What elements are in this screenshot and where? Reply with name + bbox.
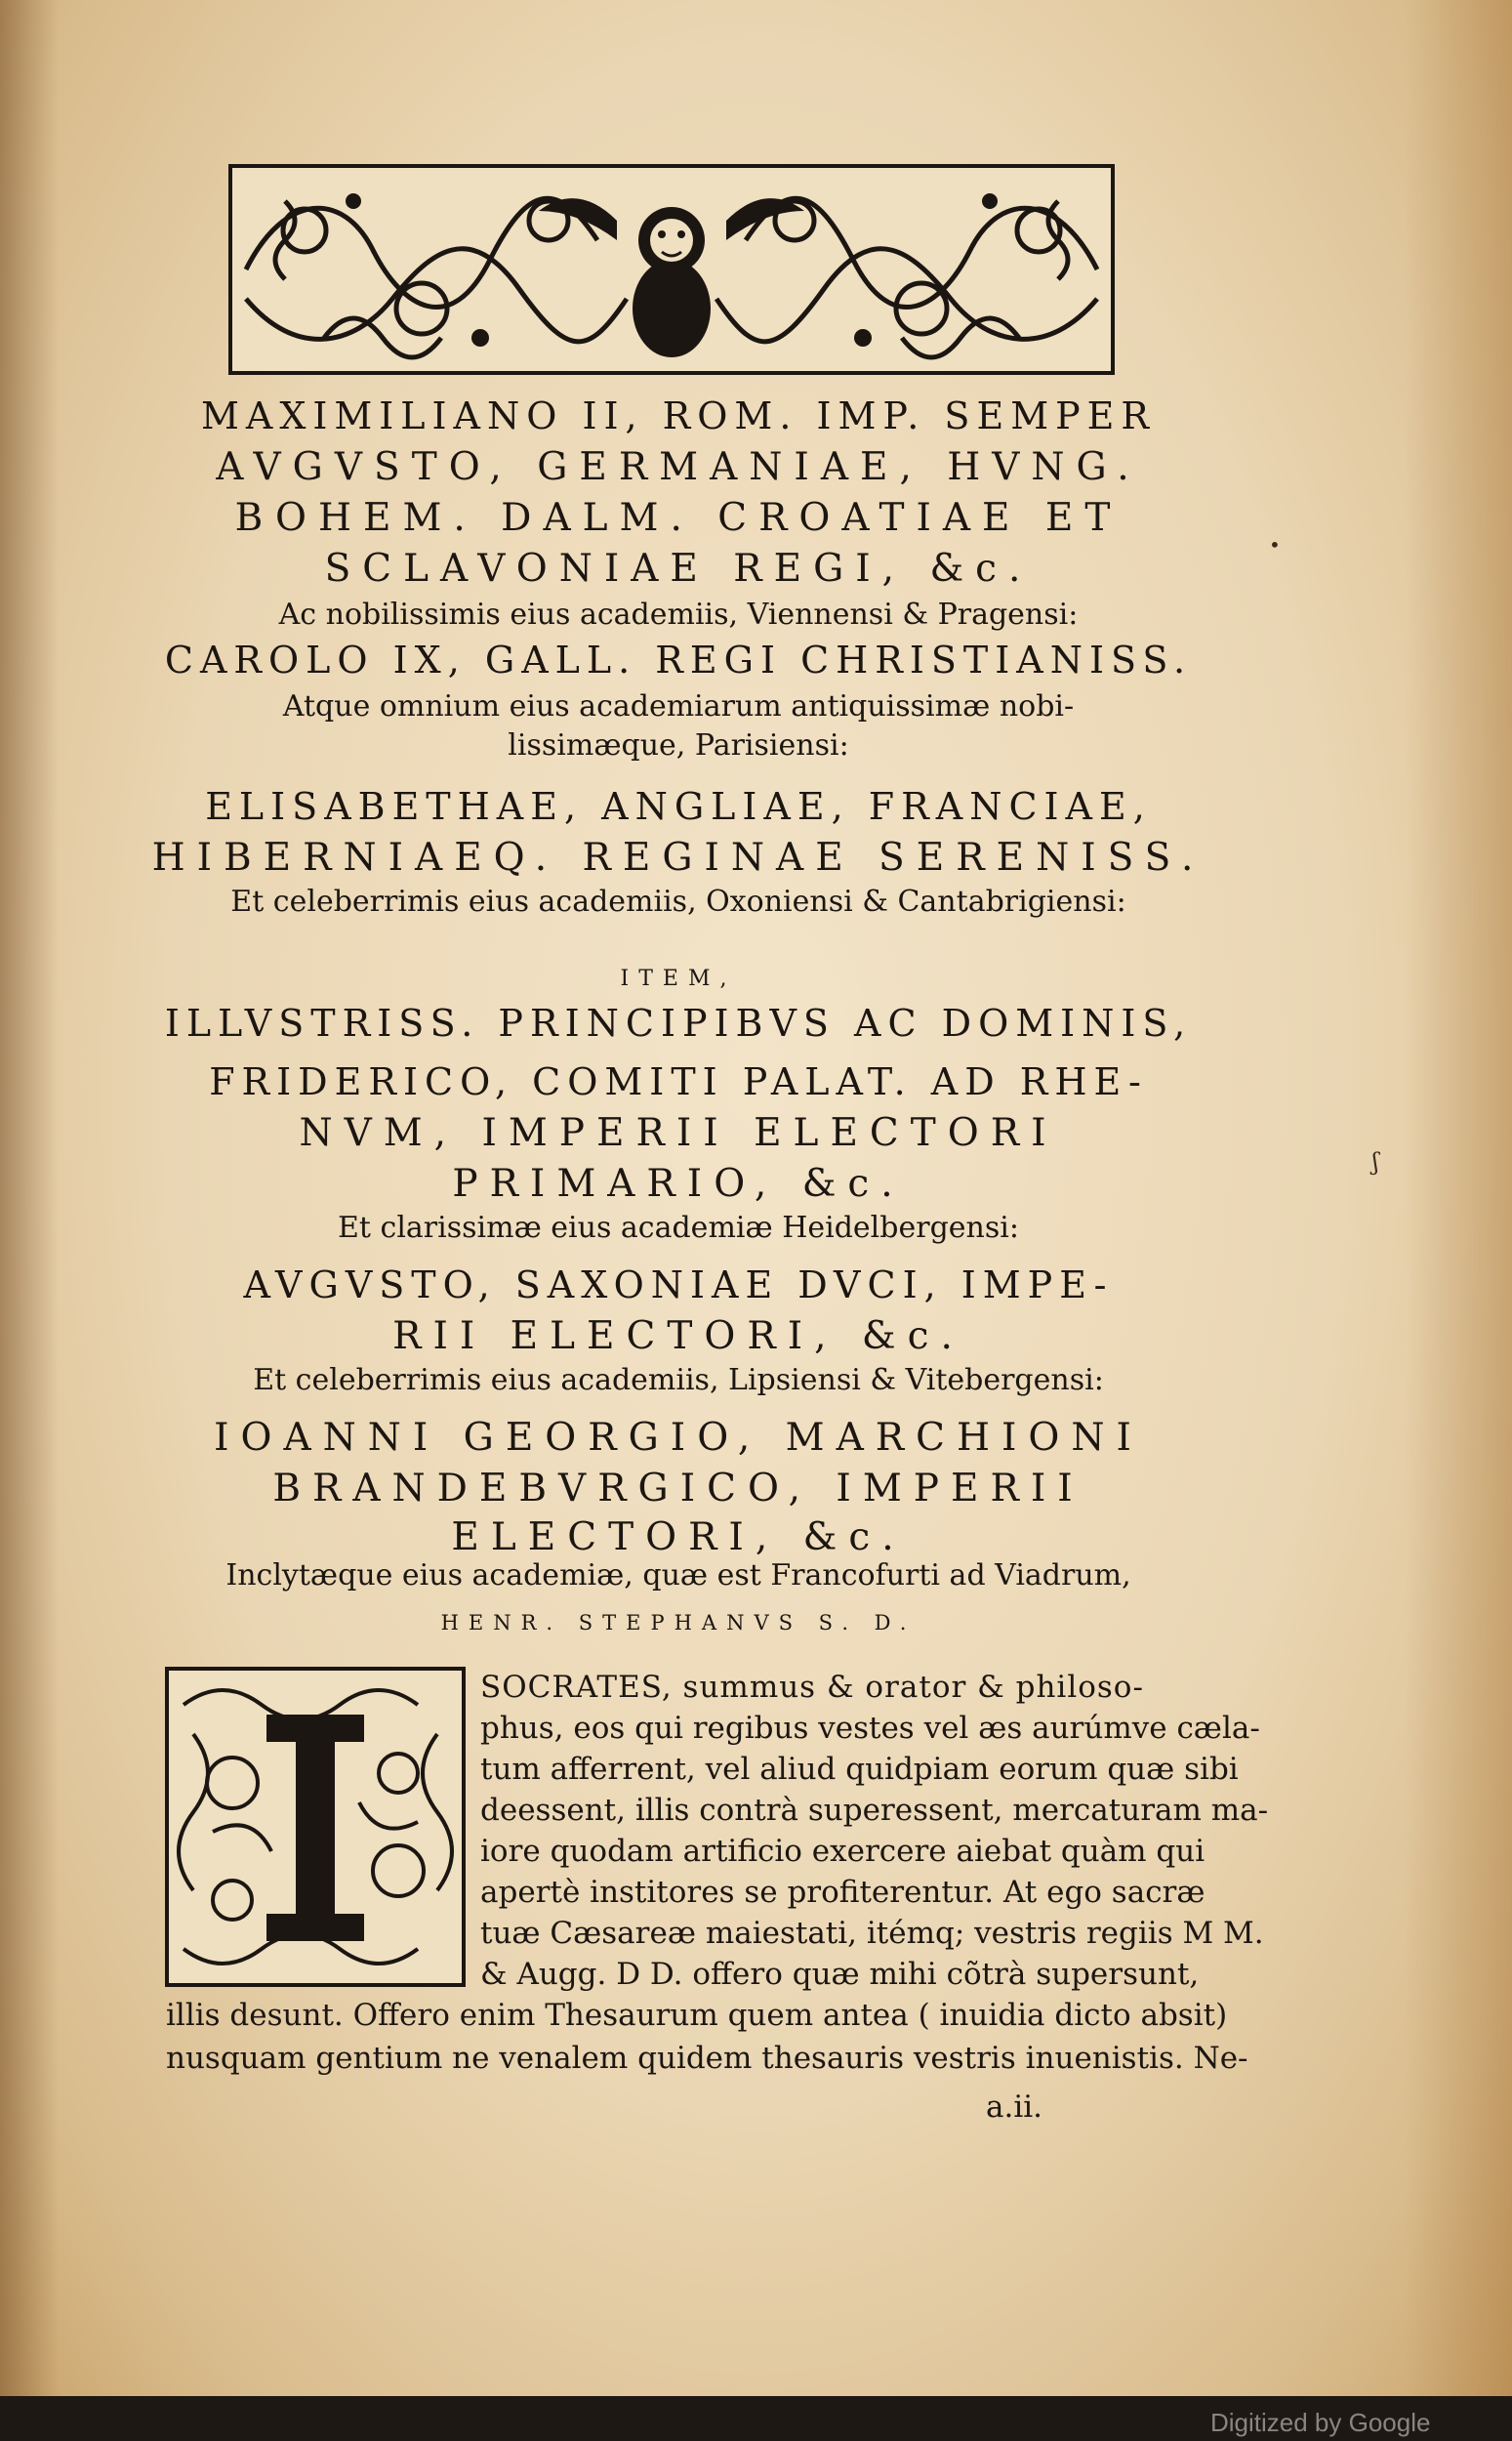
dedication-subline: Ac nobilissimis eius academiis, Viennensi & Pragensi: [278, 598, 1079, 632]
letter-line: iore quodam artificio exercere aiebat quàm qui [480, 1834, 1206, 1869]
letter-line: tuæ Cæsareæ maiestati, itémq; vestris regiis M M. [480, 1916, 1264, 1951]
letter-line: phus, eos qui regibus vestes vel æs aurúmve cæla- [480, 1711, 1260, 1746]
dedication-line: IOANNI GEORGIO, MARCHIONI [214, 1416, 1143, 1460]
dedication-line: ELISABETHAE, ANGLIAE, FRANCIAE, [205, 785, 1152, 828]
letter-line: illis desunt. Offero enim Thesaurum quem antea ( inuidia dicto absit) [166, 1998, 1228, 2033]
initial-letter: I [313, 1843, 317, 1854]
letter-line: apertè institores se profiterentur. At ego sacræ [480, 1875, 1206, 1910]
dedication-line: FRIDERICO, COMITI PALAT. AD RHE- [209, 1060, 1148, 1103]
dedication-line: AVGVSTO, SAXONIAE DVCI, IMPE- [243, 1263, 1114, 1306]
dedication-line: AVGVSTO, GERMANIAE, HVNG. [216, 445, 1141, 489]
item-heading: ITEM, [620, 967, 737, 991]
dedication-subline: Et clarissimæ eius academiæ Heidelbergensi: [338, 1211, 1019, 1245]
letter-line: tum afferrent, vel aliud quidpiam eorum quæ sibi [480, 1752, 1239, 1787]
dedication-subline: lissimæque, Parisiensi: [508, 728, 849, 763]
dedication-subline: Atque omnium eius academiarum antiquissimæ nobi- [282, 689, 1075, 724]
dedication-line: SCLAVONIAE REGI, &c. [324, 547, 1033, 591]
dedication-subline: Et celeberrimis eius academiis, Oxoniensi & Cantabrigiensi: [230, 885, 1126, 919]
signature-mark: a.ii. [986, 2089, 1043, 2125]
letter-line: deessent, illis contrà superessent, mercaturam ma- [480, 1793, 1269, 1828]
dedication-line: BOHEM. DALM. CROATIAE ET [234, 496, 1123, 540]
author-salutation: HENR. STEPHANVS S. D. [440, 1611, 917, 1634]
dedication-line: CAROLO IX, GALL. REGI CHRISTIANISS. [164, 639, 1193, 682]
digitized-watermark: Digitized by Google [1210, 2408, 1431, 2437]
letter-line: SOCRATES, summus & orator & philoso- [480, 1670, 1144, 1705]
dedication-line: MAXIMILIANO II, ROM. IMP. SEMPER [200, 394, 1157, 437]
ink-spot: • [1269, 533, 1281, 557]
letter-line: & Augg. D D. offero quæ mihi cõtrà supersunt, [480, 1957, 1200, 1992]
dedication-line: PRIMARIO, &c. [452, 1162, 905, 1206]
decorated-initial [164, 1666, 467, 1988]
dedication-line: RII ELECTORI, &c. [392, 1314, 964, 1358]
ink-spot: ʃ [1372, 1148, 1379, 1176]
letter-line: nusquam gentium ne venalem quidem thesauris vestris inuenistis. Ne- [166, 2041, 1248, 2076]
dedication-line: ILLVSTRISS. PRINCIPIBVS AC DOMINIS, [164, 1002, 1193, 1045]
dedication-line: BRANDEBVRGICO, IMPERII [272, 1467, 1084, 1510]
dedication-subline: Inclytæque eius academiæ, quæ est Francofurti ad Viadrum, [225, 1558, 1131, 1593]
dedication-line: ELECTORI, &c. [451, 1515, 906, 1559]
dedication-line: NVM, IMPERII ELECTORI [299, 1111, 1058, 1155]
ornamental-headpiece [226, 162, 1117, 377]
dedication-line: HIBERNIAEQ. REGINAE SERENISS. [151, 836, 1206, 880]
dedication-subline: Et celeberrimis eius academiis, Lipsiensi & Vitebergensi: [253, 1363, 1104, 1397]
